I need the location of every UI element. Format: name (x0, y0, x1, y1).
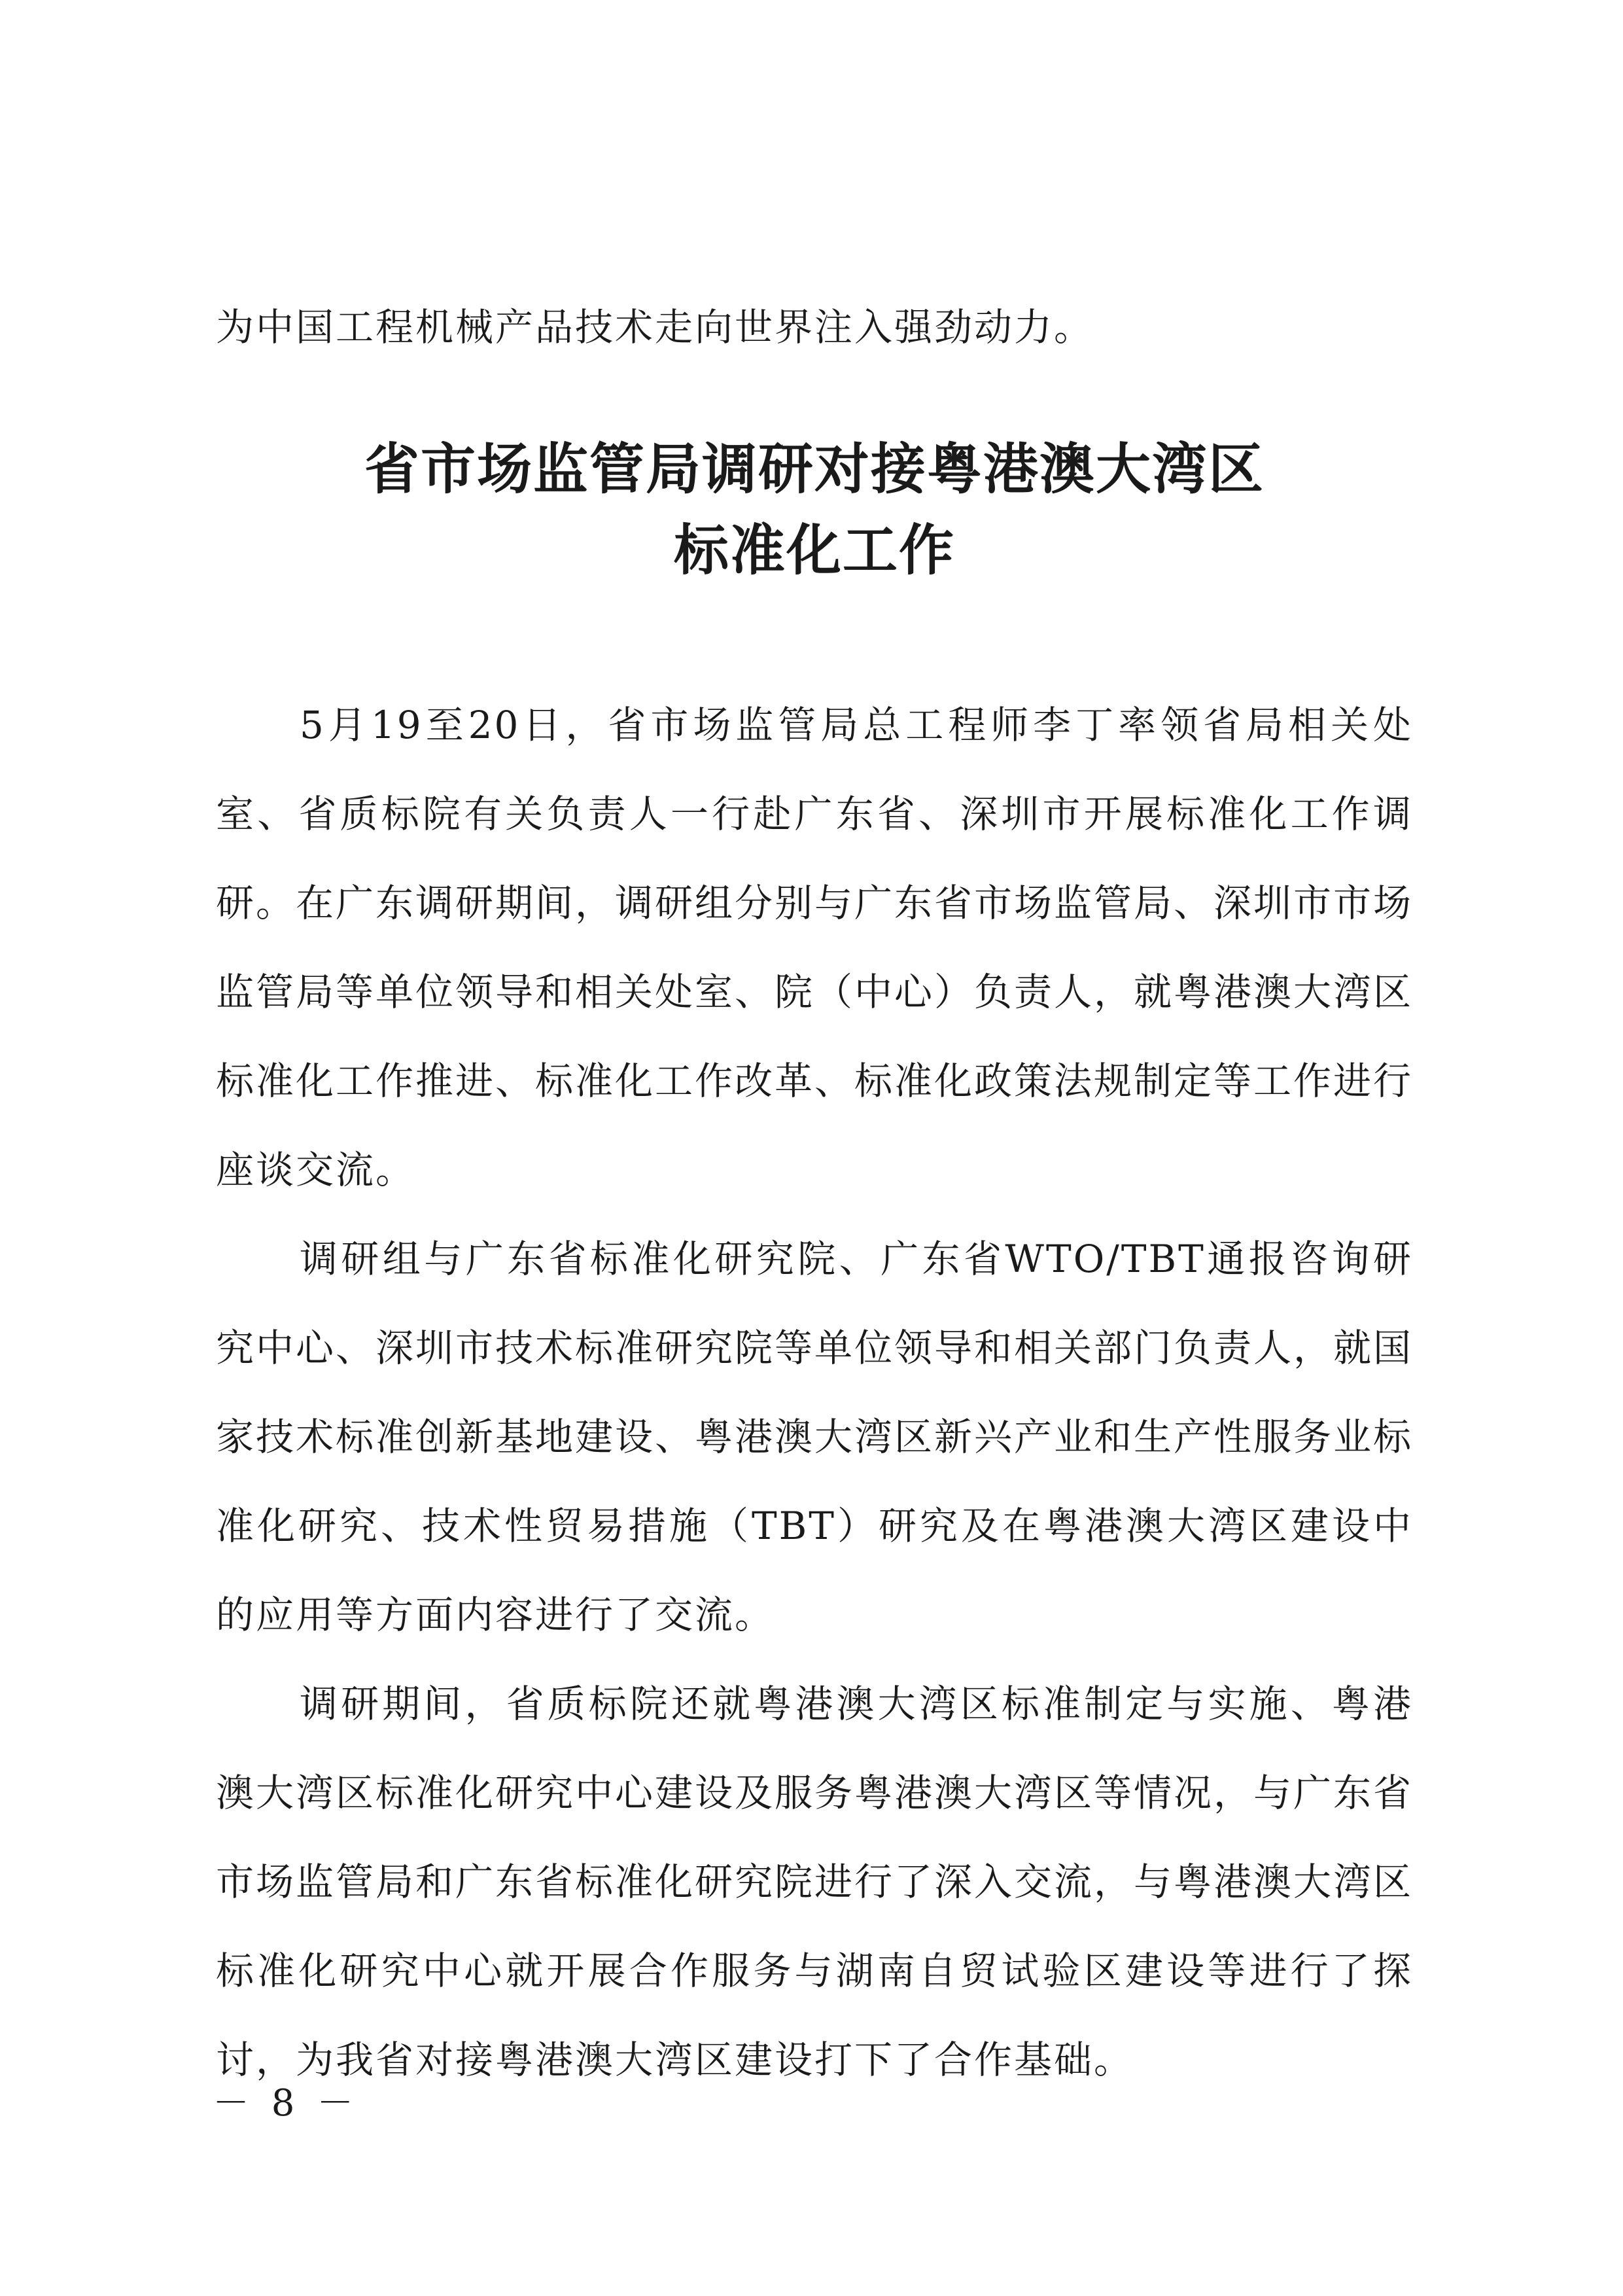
page-number: － 8 － (213, 2082, 359, 2125)
article-paragraph-1: 5月19至20日，省市场监管局总工程师李丁率领省局相关处室、省质标院有关负责人一行赴广东省、深圳市开展标准化工作调研。在广东调研期间，调研组分别与广东省市场监管局、深圳市市场监管局等单位领导和相关处室、院（中心）负责人，就粤港澳大湾区标准化工作推进、标准化工作改革、标准化政策法规制定等工作进行座谈交流。 (216, 703, 1414, 1192)
article-paragraph-2: 调研组与广东省标准化研究院、广东省WTO/TBT通报咨询研究中心、深圳市技术标准研究院等单位领导和相关部门负责人，就国家技术标准创新基地建设、粤港澳大湾区新兴产业和生产性服务业标准化研究、技术性贸易措施（TBT）研究及在粤港澳大湾区建设中的应用等方面内容进行了交流。 (216, 1237, 1414, 1637)
article-body (216, 680, 1413, 2104)
article-title-line-2: 标准化工作 (673, 518, 955, 582)
article-title-line-1: 省市场监管局调研对接粤港澳大湾区 (364, 437, 1265, 501)
article-title (216, 429, 1413, 591)
continuation-paragraph: 为中国工程机械产品技术走向世界注入强劲动力。 (216, 305, 1094, 349)
article-paragraph-3: 调研期间，省质标院还就粤港澳大湾区标准制定与实施、粤港澳大湾区标准化研究中心建设及服务粤港澳大湾区等情况，与广东省市场监管局和广东省标准化研究院进行了深入交流，与粤港澳大湾区标准化研究中心就开展合作服务与湖南自贸试验区建设等进行了探讨，为我省对接粤港澳大湾区建设打下了合作基础。 (216, 1682, 1414, 2082)
